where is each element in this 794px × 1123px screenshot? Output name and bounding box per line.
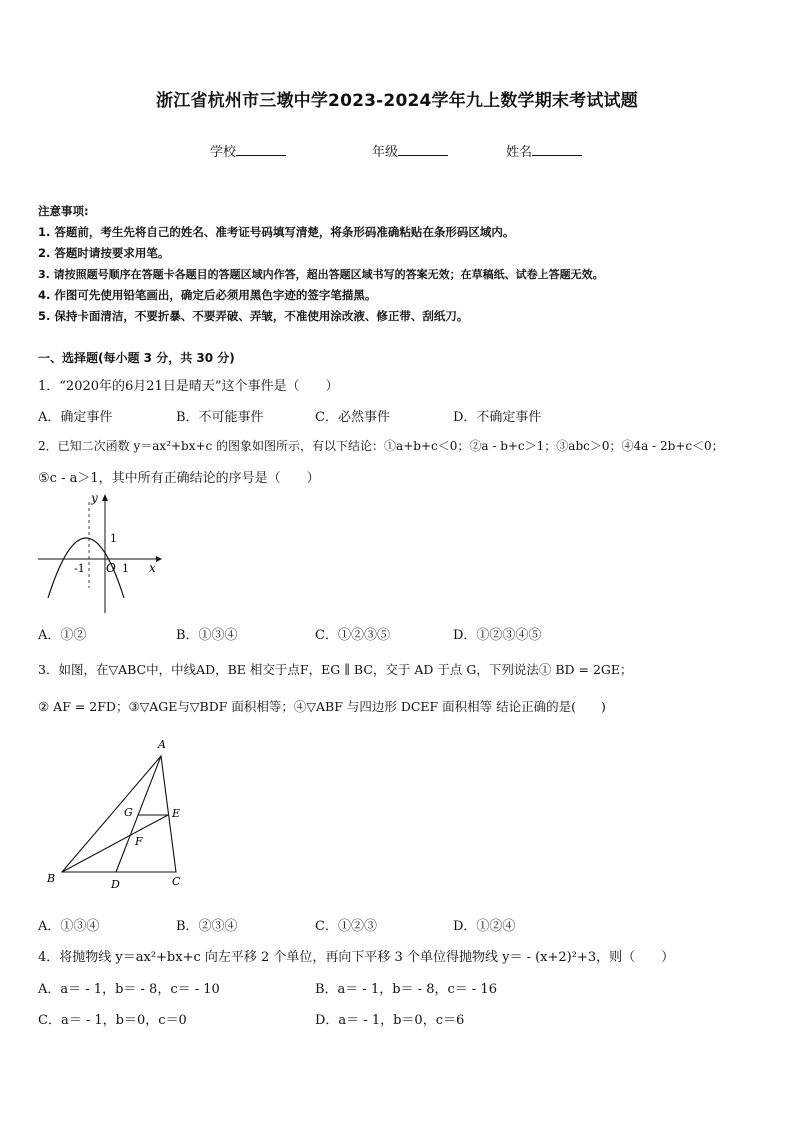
q4-option-a[interactable]: A．a＝ - 1，b＝ - 8，c＝ - 10 xyxy=(38,982,220,997)
q4-option-d[interactable]: D．a＝ - 1，b＝0，c＝6 xyxy=(315,1013,465,1028)
name-blank[interactable] xyxy=(532,141,582,156)
q3-stem-line2: ② AF = 2FD；③▽AGE与▽BDF 面积相等；④▽ABF 与四边形 DCEF 面积相等 结论正确的是( ) xyxy=(38,699,606,714)
point-label-f: F xyxy=(135,835,143,848)
q2-stem-line2: ⑤c - a＞1，其中所有正确结论的序号是（ ） xyxy=(38,471,320,486)
y-axis-arrow xyxy=(102,494,108,501)
q1-option-d[interactable]: D．不确定事件 xyxy=(453,410,542,425)
q2-option-c[interactable]: C．①②③⑤ xyxy=(315,628,390,643)
note-item: 5. 保持卡面清洁，不要折暴、不要弄破、弄皱，不准使用涂改液、修正带、刮纸刀。 xyxy=(38,309,469,323)
q1-option-b[interactable]: B．不可能事件 xyxy=(176,410,264,425)
name-label: 姓名 xyxy=(506,145,533,160)
origin-label: O xyxy=(106,561,116,575)
note-item: 4. 作图可先使用铅笔画出，确定后必须用黑色字迹的签字笔描黑。 xyxy=(38,288,377,302)
q1-option-a[interactable]: A．确定事件 xyxy=(38,410,113,425)
triangle-abc xyxy=(62,756,176,872)
q2-option-d[interactable]: D．①②③④⑤ xyxy=(453,628,542,643)
point-label-e: E xyxy=(172,807,181,820)
school-blank[interactable] xyxy=(236,141,286,156)
point-label-b: B xyxy=(47,872,56,885)
point-label-g: G xyxy=(124,806,133,819)
q2-option-a[interactable]: A．①② xyxy=(38,628,87,643)
q1-option-c[interactable]: C．必然事件 xyxy=(315,410,390,425)
q3-option-d[interactable]: D．①②④ xyxy=(453,919,516,934)
q3-stem-line1: 3．如图，在▽ABC中，中线AD，BE 相交于点F，EG ∥ BC，交于 AD 于点 G，下列说法① BD = 2GE； xyxy=(38,662,633,677)
y-axis-label: y xyxy=(91,491,98,505)
tick-label-neg1: -1 xyxy=(74,562,85,575)
grade-blank[interactable] xyxy=(398,141,448,156)
note-item: 3. 请按照题号顺序在答题卡各题目的答题区域内作答，超出答题区域书写的答案无效；在草稿纸、试卷上答题无效。 xyxy=(38,268,604,281)
median-be xyxy=(62,815,168,872)
q3-option-b[interactable]: B．②③④ xyxy=(176,919,238,934)
school-field xyxy=(210,141,286,160)
q2-parabola-graph xyxy=(36,488,166,616)
point-label-c: C xyxy=(172,875,181,888)
q3-option-a[interactable]: A．①③④ xyxy=(38,919,100,934)
q4-option-c[interactable]: C．a＝ - 1，b＝0，c＝0 xyxy=(38,1013,187,1028)
q2-option-b[interactable]: B．①③④ xyxy=(176,628,238,643)
point-label-d: D xyxy=(111,878,120,891)
q2-stem-line1: 2．已知二次函数 y＝ax²+bx+c 的图象如图所示，有以下结论：①a+b+c＜0；②a - b+c＞1；③abc＞0；④4a - 2b+c＜0； xyxy=(38,439,724,453)
notes-heading: 注意事项: xyxy=(38,204,89,218)
note-item: 2. 答题时请按要求用笔。 xyxy=(38,246,170,260)
x-axis-arrow xyxy=(156,556,162,562)
x-axis-label: x xyxy=(149,561,156,575)
grade-field xyxy=(372,141,448,160)
q4-option-b[interactable]: B．a＝ - 1，b＝ - 8，c＝ - 16 xyxy=(315,982,497,997)
section-heading: 一、选择题(每小题 3 分，共 30 分) xyxy=(38,351,235,365)
q4-stem: 4．将抛物线 y＝ax²+bx+c 向左平移 2 个单位，再向下平移 3 个单位得抛物线 y＝ - (x+2)²+3，则（ ） xyxy=(38,950,675,965)
tick-label-x1: 1 xyxy=(122,562,129,575)
name-field xyxy=(506,141,582,160)
tick-label-y1: 1 xyxy=(110,532,117,545)
q3-triangle-figure xyxy=(40,735,190,895)
q1-stem: 1．“2020年的6月21日是晴天”这个事件是（ ） xyxy=(38,379,339,394)
grade-label: 年级 xyxy=(372,145,399,160)
q3-option-c[interactable]: C．①②③ xyxy=(315,919,377,934)
median-ad xyxy=(116,756,161,872)
page-title: 浙江省杭州市三墩中学2023-2024学年九上数学期末考试试题 xyxy=(156,91,638,111)
point-label-a: A xyxy=(158,738,166,751)
note-item: 1. 答题前，考生先将自己的姓名、准考证号码填写清楚，将条形码准确粘贴在条形码区域内。 xyxy=(38,225,515,239)
school-label: 学校 xyxy=(210,145,237,160)
